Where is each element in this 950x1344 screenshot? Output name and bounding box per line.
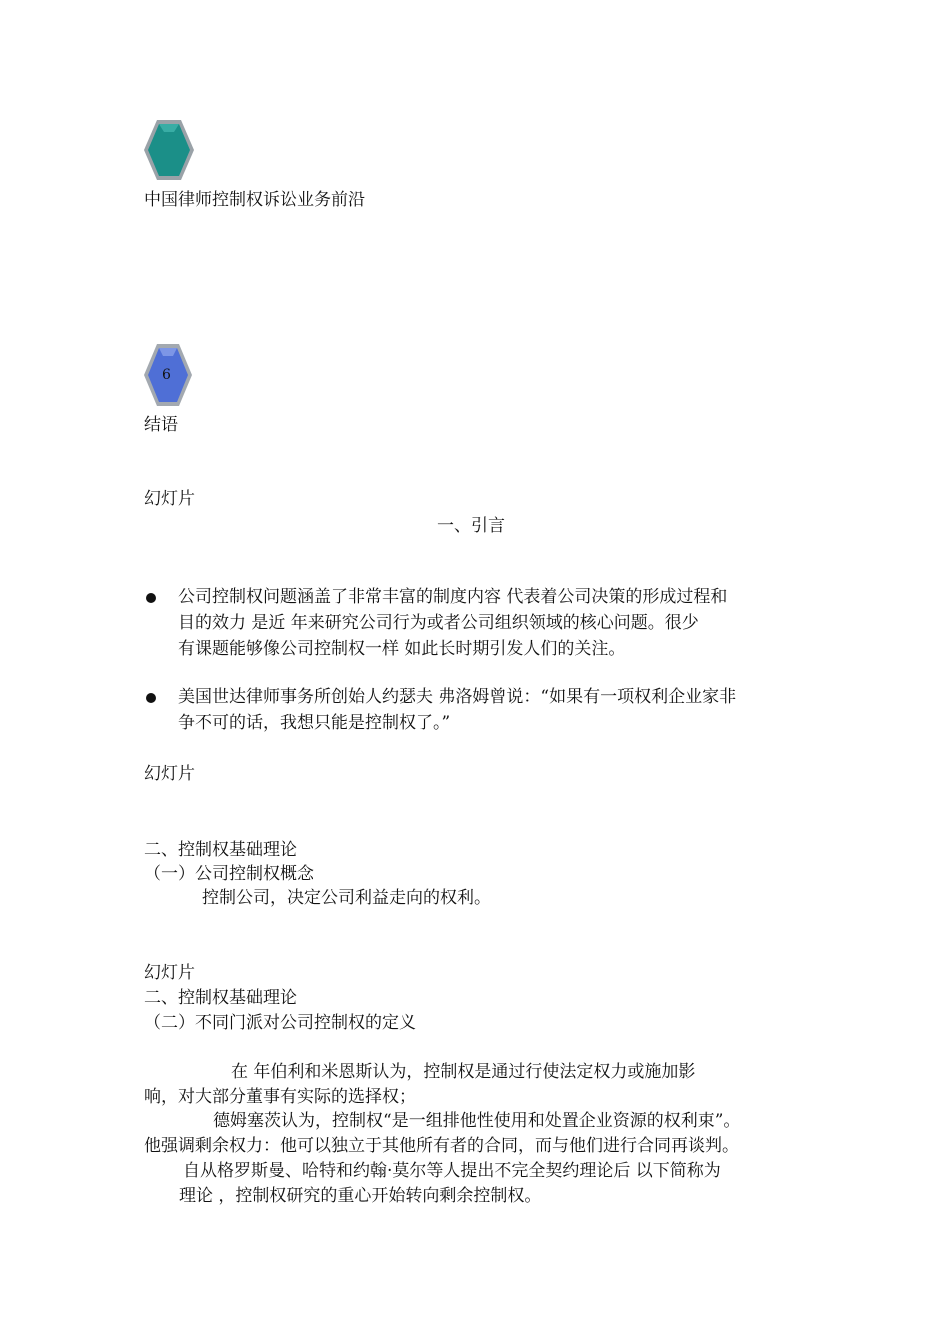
- body-line: 理论 ，控制权研究的重心开始转向剩余控制权。: [179, 1186, 542, 1206]
- bullet-line: 公司控制权问题涵盖了非常丰富的制度内容 代表着公司决策的形成过程和: [178, 587, 728, 607]
- body-line: 在 年伯利和米恩斯认为，控制权是通过行使法定权力或施加影: [231, 1062, 696, 1082]
- body-line: 他强调剩余权力：他可以独立于其他所有者的合同，而与他们进行合同再谈判。: [144, 1136, 739, 1156]
- section-heading: 二、控制权基础理论: [144, 988, 297, 1008]
- body-line: 响，对大部分董事有实际的选择权；: [144, 1087, 416, 1107]
- sub-heading: （一）公司控制权概念: [144, 864, 314, 884]
- slide-label: 幻灯片: [144, 764, 195, 784]
- section-heading: 二、控制权基础理论: [144, 840, 297, 860]
- body-line: 自从格罗斯曼、哈特和约翰·莫尔等人提出不完全契约理论后 以下简称为: [183, 1161, 721, 1181]
- slide-label: 幻灯片: [144, 963, 195, 983]
- bullet-icon: [146, 693, 156, 703]
- conclusion-label: 结语: [144, 415, 178, 435]
- bullet-line: 目的效力 是近 年来研究公司行为或者公司组织领域的核心问题。很少: [178, 613, 699, 633]
- body-text: 控制公司，决定公司利益走向的权利。: [202, 888, 491, 908]
- badge-number: 6: [162, 367, 171, 383]
- body-line: 德姆塞茨认为，控制权“是一组排他性使用和处置企业资源的权利束”。: [213, 1111, 741, 1131]
- bullet-icon: [146, 593, 156, 603]
- sub-heading: （二）不同门派对公司控制权的定义: [144, 1013, 416, 1033]
- bullet-line: 美国世达律师事务所创始人约瑟夫 弗洛姆曾说：“如果有一项权利企业家非: [178, 687, 737, 707]
- section-heading: 一、引言: [437, 516, 505, 536]
- slide-label: 幻灯片: [144, 489, 195, 509]
- hexagon-badge-icon: [143, 119, 195, 181]
- bullet-line: 有课题能够像公司控制权一样 如此长时期引发人们的关注。: [178, 639, 626, 659]
- document-title: 中国律师控制权诉讼业务前沿: [144, 190, 365, 210]
- bullet-line: 争不可的话，我想只能是控制权了。”: [178, 713, 451, 733]
